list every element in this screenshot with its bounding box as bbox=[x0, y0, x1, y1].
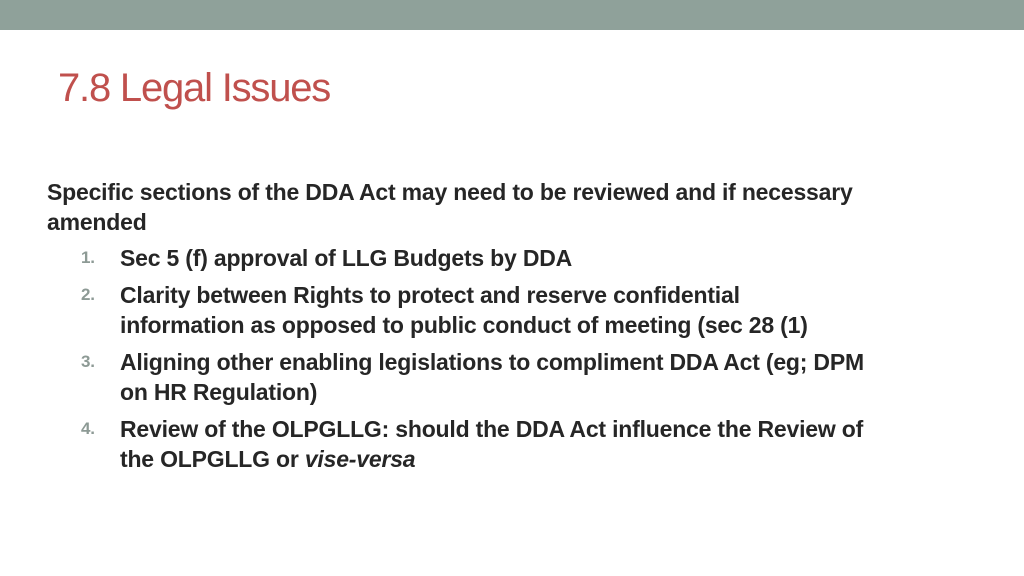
item-text: Clarity between Rights to protect and reserve confidential information as opposed to public conduct of meeting (sec 28 (1) bbox=[120, 282, 808, 338]
item-text: Aligning other enabling legislations to compliment DDA Act (eg; DPM on HR Regulation) bbox=[120, 349, 864, 405]
item-text bbox=[120, 416, 863, 472]
item-number: 2. bbox=[81, 285, 95, 304]
item-text-main: Review of the OLPGLLG: should the DDA Act influence the Review of the OLPGLLG or bbox=[120, 416, 864, 472]
issues-list bbox=[47, 243, 867, 474]
item-text: Sec 5 (f) approval of LLG Budgets by DDA bbox=[120, 245, 573, 271]
item-number: 3. bbox=[81, 352, 95, 371]
item-number: 1. bbox=[81, 248, 95, 267]
slide-body bbox=[47, 177, 867, 481]
top-accent-bar bbox=[0, 0, 1024, 30]
item-number: 4. bbox=[81, 419, 95, 438]
list-item bbox=[47, 280, 867, 340]
list-item bbox=[47, 414, 867, 474]
item-text-emphasis: vise-versa bbox=[304, 446, 416, 472]
slide-title: 7.8 Legal Issues bbox=[58, 66, 331, 110]
list-item bbox=[47, 347, 867, 407]
intro-text: Specific sections of the DDA Act may need to be reviewed and if necessary amended bbox=[47, 179, 853, 235]
list-item bbox=[47, 243, 867, 273]
